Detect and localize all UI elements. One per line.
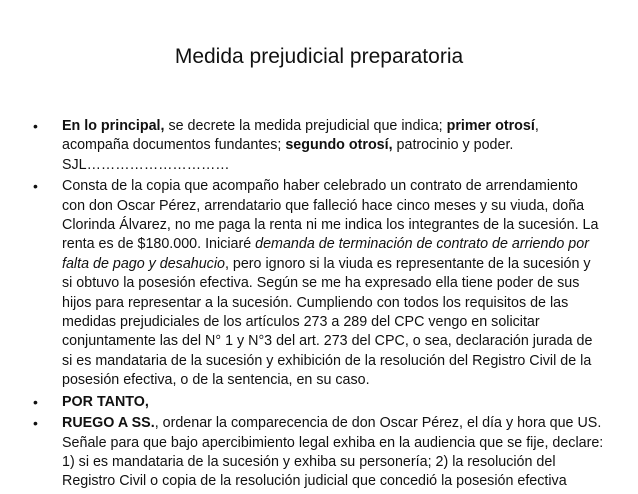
text-run: , pero ignoro si la viuda es representante de la sucesión y si obtuvo la posesión efectiva. Según se me ha expresado ella tiene poder de sus hijos para representar a la sucesión. Cumpliendo con todos los requisitos de las medidas prejudiciales de los artículos 273 a 289 del CPC vengo en solicitar conjuntamente las del N° 1 y N°3 del art. 273 del CPC, o sea, declaración jurada de si es mandataria de la sucesión y exhibición de la resolución del Registro Civil de la posesión efectiva, o de la sentencia, en su caso.	[62, 255, 593, 389]
text-run: POR TANTO,	[62, 393, 149, 410]
bullet-icon: •	[33, 393, 38, 410]
bullet-item-ruego	[32, 414, 604, 492]
text-run: demanda de terminación de contrato de arriendo por falta de pago y desahucio	[62, 236, 589, 272]
bullet-item-consta	[32, 177, 604, 390]
text-run: se decrete la medida prejudicial que indica;	[164, 118, 447, 134]
bullet-item-por-tanto	[32, 393, 604, 412]
text-run: primer otrosí	[446, 118, 535, 134]
slide-title: Medida prejudicial preparatoria	[174, 45, 464, 68]
text-run: , ordenar la comparecencia de don Oscar Pérez, el día y hora que US. Señale para que bajo apercibimiento legal exhiba en la audiencia que se fije, declare: 1) si es mandataria de la sucesión y exhiba su personería; 2) la resolución del Registro Civil o copia de la resolución judicial que concedió la posesión efectiva	[62, 415, 604, 490]
text-run: Consta de la copia que acompaño haber celebrado un contrato de arrendamiento con don Oscar Pérez, arrendatario que falleció hace cinco meses y su viuda, doña Clorinda Álvarez, no me paga la renta ni me indica los integrantes de la sucesión. La renta es de $180.000. Iniciaré	[62, 178, 599, 253]
text-run: , acompaña documentos fundantes;	[62, 118, 539, 154]
bullet-icon: •	[33, 415, 38, 432]
bullet-icon: •	[33, 118, 38, 134]
slide-body	[32, 117, 604, 494]
bullet-item-principal	[32, 117, 604, 175]
text-run: En lo principal,	[62, 118, 165, 134]
text-run: segundo otrosí,	[285, 137, 393, 154]
bullet-icon: •	[33, 178, 38, 195]
text-run: RUEGO A SS.	[62, 415, 155, 432]
text-run: patrocinio y poder. SJL…………………………	[62, 137, 514, 173]
bullet-list	[32, 117, 604, 492]
